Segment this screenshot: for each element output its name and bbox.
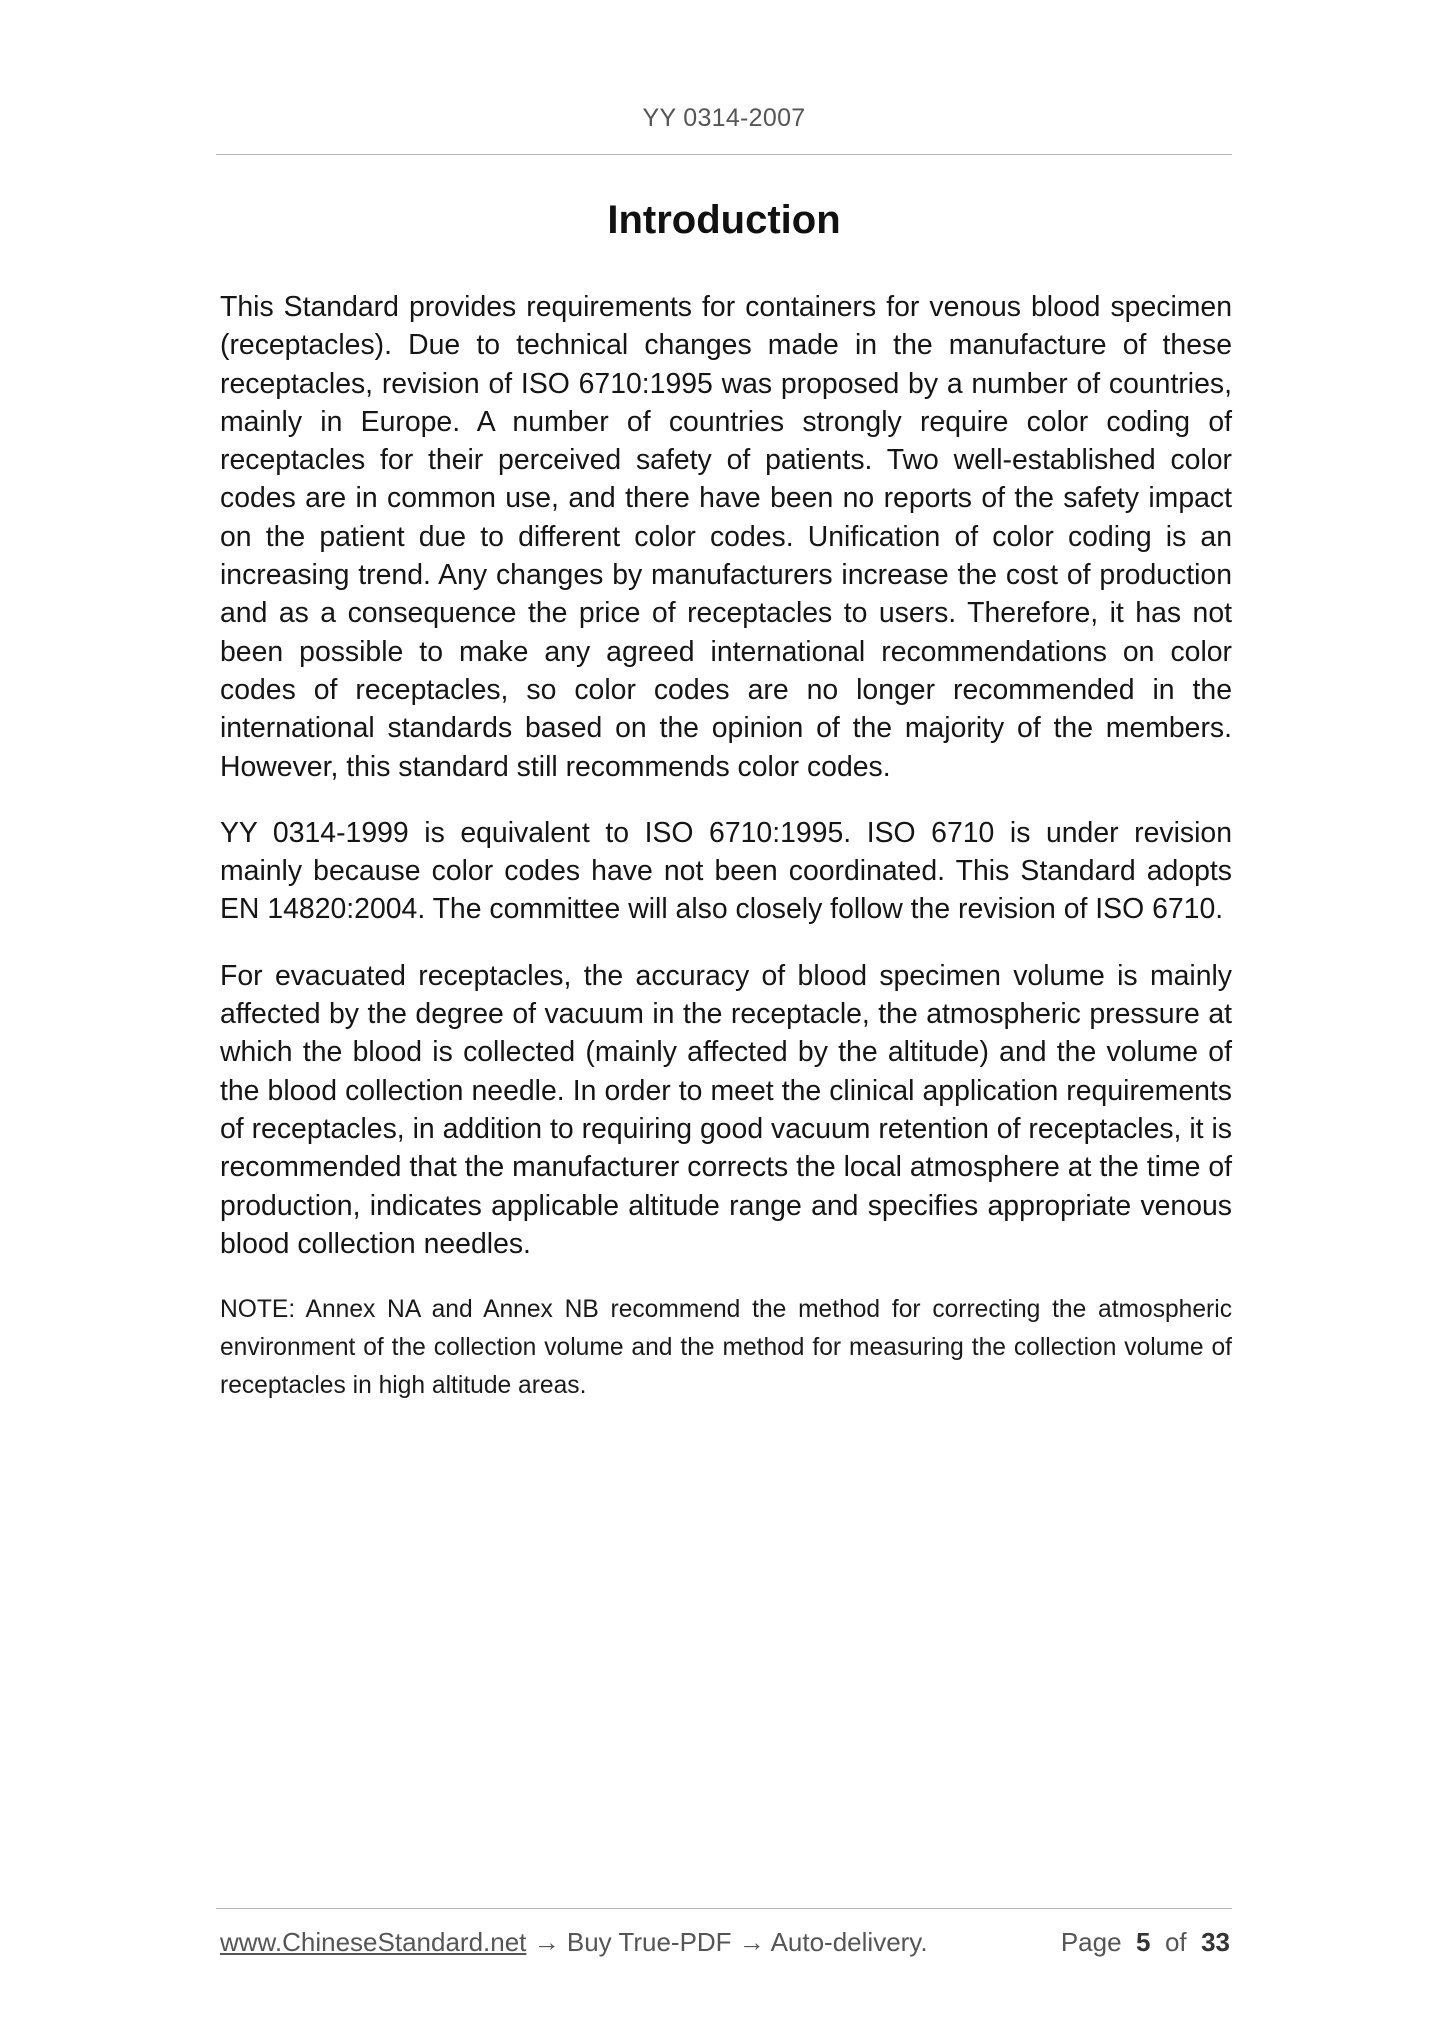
paragraph-3: For evacuated receptacles, the accuracy of blood specimen volume is mainly affected by the degree of vacuum in the receptacle, the atmospheric pressure at which the blood is collected (mainly affected by the altitude) and the volume of the blood collection needle. In order to meet the clinical application requirements of receptacles, in addition to requiring good vacuum retention of receptacles, it is recommended that the manufacturer corrects the local atmosphere at the time of production, indicates applicable altitude range and specifies appropriate venous blood collection needles.	[220, 959, 1232, 1260]
page-indicator	[1061, 1927, 1230, 1958]
note-paragraph: NOTE: Annex NA and Annex NB recommend the method for correcting the atmospheric environment of the collection volume and the method for measuring the collection volume of receptacles in high altitude areas.	[220, 1296, 1232, 1400]
footer-promo	[220, 1927, 928, 1958]
page-number: 5	[1136, 1927, 1151, 1957]
body-text	[220, 288, 1232, 1405]
of-label: of	[1164, 1927, 1187, 1957]
total-pages: 33	[1201, 1927, 1230, 1957]
footer-tagline: → Buy True-PDF → Auto-delivery.	[526, 1927, 928, 1957]
running-header: YY 0314-2007	[642, 104, 806, 132]
header-divider	[216, 154, 1232, 155]
page-label: Page	[1060, 1927, 1122, 1957]
footer-divider	[216, 1908, 1232, 1909]
website-link[interactable]: www.ChineseStandard.net	[220, 1927, 527, 1957]
paragraph-2: YY 0314-1999 is equivalent to ISO 6710:1995. ISO 6710 is under revision mainly because color codes have not been coordinated. This Standard adopts EN 14820:2004. The committee will also closely follow the revision of ISO 6710.	[220, 816, 1232, 926]
page-title: Introduction	[607, 198, 841, 242]
paragraph-1: This Standard provides requirements for containers for venous blood specimen (receptacles). Due to technical changes made in the manufacture of these receptacles, revision of ISO 6710:1995 was proposed by a number of countries, mainly in Europe. A number of countries strongly require color coding of receptacles for their perceived safety of patients. Two well-established color codes are in common use, and there have been no reports of the safety impact on the patient due to different color codes. Unification of color coding is an increasing trend. Any changes by manufacturers increase the cost of production and as a consequence the price of receptacles to users. Therefore, it has not been possible to make any agreed international recommendations on color codes of receptacles, so color codes are no longer recommended in the international standards based on the opinion of the majority of the members. However, this standard still recommends color codes.	[220, 291, 1232, 783]
